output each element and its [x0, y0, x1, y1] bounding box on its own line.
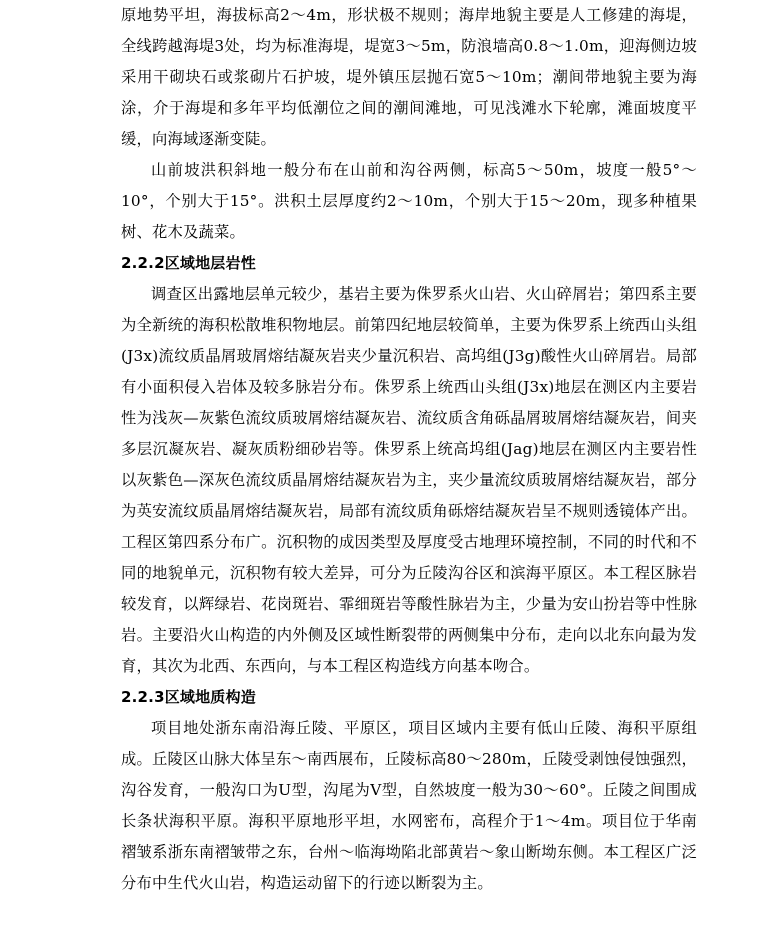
paragraph-geologic-structure: 项目地处浙东南沿海丘陵、平原区，项目区域内主要有低山丘陵、海积平原组成。丘陵区山脉大体呈东～南西展布，丘陵标高80～280m，丘陵受剥蚀侵蚀强烈，沟谷发育，一般沟口为U型，沟尾为V型，自然坡度一般为30～60°。丘陵之间围成长条状海积平原。海积平原地形平坦，水网密布，高程介于1～4m。项目位于华南褶皱系浙东南褶皱带之东，台州～临海坳陷北部黄岩～象山断坳东侧。本工程区广泛分布中生代火山岩，构造运动留下的行迹以断裂为主。	[121, 719, 698, 892]
heading-regional-strata: 2.2.2区域地层岩性	[121, 254, 256, 272]
section-text	[121, 0, 697, 899]
paragraph-coastal-landform: 原地势平坦，海拔标高2～4m，形状极不规则；海岸地貌主要是人工修建的海堤，全线跨越海堤3处，均为标准海堤，堤宽3～5m，防浪墙高0.8～1.0m，迎海侧边坡采用干砌块石或浆砌片石护坡，堤外镇压层抛石宽5～10m；潮间带地貌主要为海涂，介于海堤和多年平均低潮位之间的潮间滩地，可见浅滩水下轮廓，滩面坡度平缓，向海域逐渐变陡。	[121, 6, 697, 148]
paragraph-strata-lithology: 调查区出露地层单元较少，基岩主要为侏罗系火山岩、火山碎屑岩；第四系主要为全新统的海积松散堆积物地层。前第四纪地层较简单，主要为侏罗系上统西山头组(J3x)流纹质晶屑玻屑熔结凝灰岩夹少量沉积岩、高坞组(J3g)酸性火山碎屑岩。局部有小面积侵入岩体及较多脉岩分布。侏罗系上统西山头组(J3x)地层在测区内主要岩性为浅灰—灰紫色流纹质玻屑熔结凝灰岩、流纹质含角砾晶屑玻屑熔结凝灰岩，间夹多层沉凝灰岩、凝灰质粉细砂岩等。侏罗系上统高坞组(Jag)地层在测区内主要岩性以灰紫色—深灰色流纹质晶屑熔结凝灰岩为主，夹少量流纹质玻屑熔结凝灰岩，部分为英安流纹质晶屑熔结凝灰岩，局部有流纹质角砾熔结凝灰岩呈不规则透镜体产出。工程区第四系分布广。沉积物的成因类型及厚度受古地理环境控制，不同的时代和不同的地貌单元，沉积物有较大差异，可分为丘陵沟谷区和滨海平原区。本工程区脉岩较发育，以辉绿岩、花岗斑岩、霏细斑岩等酸性脉岩为主，少量为安山扮岩等中性脉岩。主要沿火山构造的内外侧及区域性断裂带的两侧集中分布，走向以北东向最为发育，其次为北西、东西向，与本工程区构造线方向基本吻合。	[121, 285, 697, 675]
paragraph-piedmont-slope: 山前坡洪积斜地一般分布在山前和沟谷两侧，标高5～50m，坡度一般5°～10°，个别大于15°。洪积土层厚度约2～10m，个别大于15～20m，现多种植果树、花木及蔬菜。	[121, 161, 697, 241]
heading-regional-structure: 2.2.3区域地质构造	[121, 688, 256, 706]
